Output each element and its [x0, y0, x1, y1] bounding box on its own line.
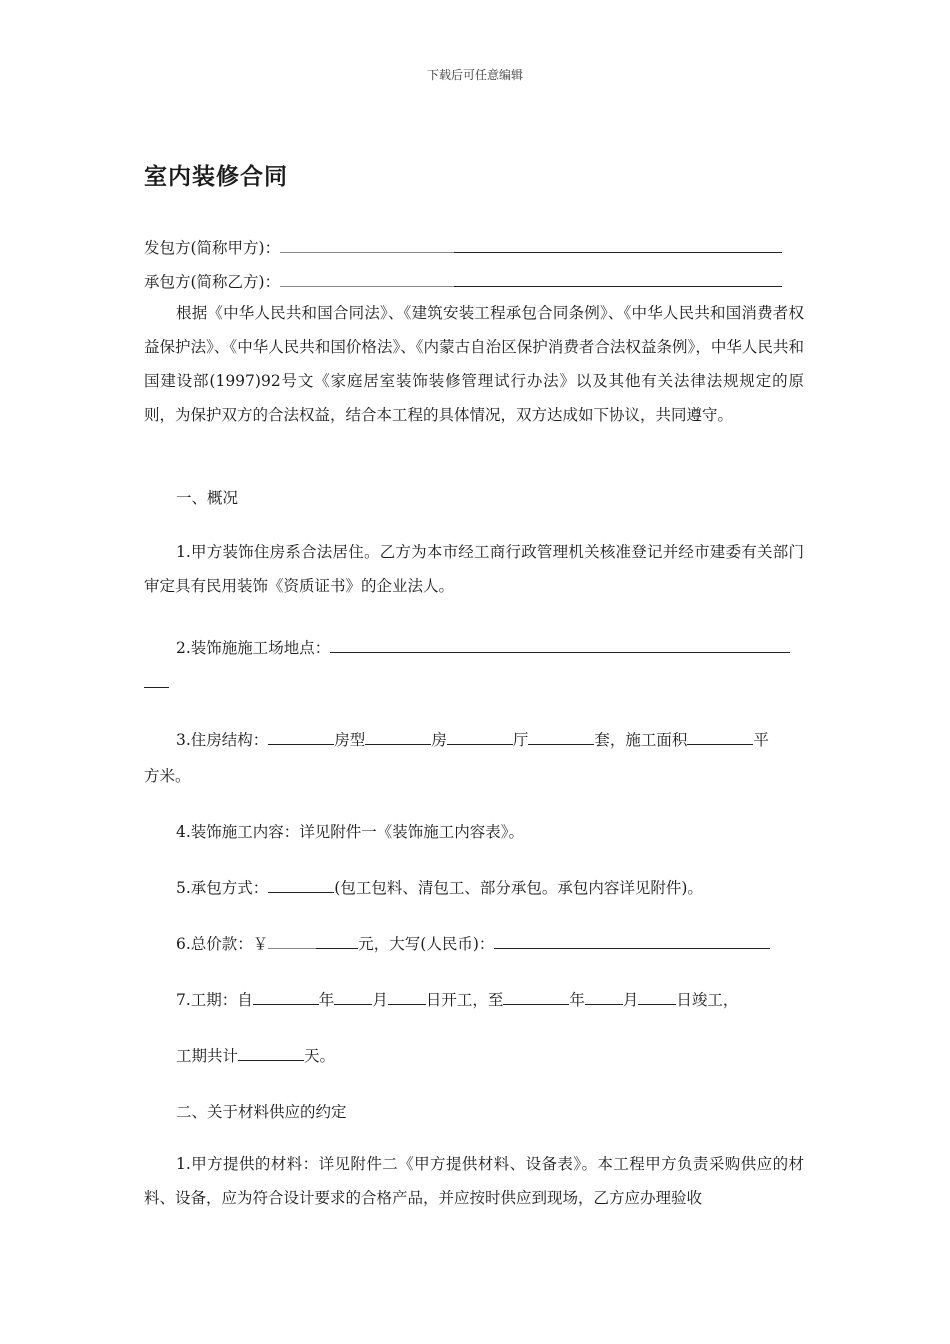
- page-title: 室内装修合同: [144, 164, 288, 190]
- end-year-blank[interactable]: [503, 992, 569, 1005]
- site-address-label: 2.装饰施施工场地点：: [176, 639, 331, 657]
- area-unit-part2: 方米。: [144, 767, 191, 785]
- section1-item3: [176, 728, 769, 750]
- sets-blank[interactable]: [528, 732, 594, 745]
- price-words-label: 元，大写(人民币)：: [358, 935, 495, 953]
- section1-item2: [176, 636, 790, 658]
- contract-mode-blank[interactable]: [268, 880, 334, 893]
- start-day-label: 日开工，至: [425, 991, 504, 1009]
- party-b-label: 承包方(简称乙方)：: [144, 273, 281, 291]
- party-a-line: [144, 236, 782, 258]
- party-a-blank-2[interactable]: [454, 251, 782, 253]
- preamble-paragraph: 根据《中华人民共和国合同法》、《建筑安装工程承包合同条例》、《中华人民共和国消费者权益保护法》、《中华人民共和国价格法》、《内蒙古自治区保护消费者合法权益条例》，中华人民共和国建设部(1997)92号文《家庭居室装饰装修管理试行办法》以及其他有关法律法规规定的原则，为保护双方的合法权益，结合本工程的具体情况，双方达成如下协议，共同遵守。: [144, 304, 804, 424]
- rooms-label: 房: [431, 731, 447, 749]
- section1-item4: 4.装饰施工内容：详见附件一《装饰施工内容表》。: [176, 823, 525, 841]
- section1-heading: 一、概况: [176, 489, 239, 507]
- area-unit-part1: 平: [753, 731, 769, 749]
- start-month-blank[interactable]: [334, 992, 372, 1005]
- contract-mode-options: (包工包料、清包工、部分承包。承包内容详见附件)。: [334, 879, 703, 897]
- header-note: 下载后可任意编辑: [426, 68, 523, 82]
- structure-label: 3.住房结构：: [176, 731, 269, 749]
- site-address-blank-continued[interactable]: [144, 687, 169, 688]
- start-year-blank[interactable]: [253, 992, 319, 1005]
- end-year-label: 年: [569, 991, 585, 1009]
- area-blank[interactable]: [687, 732, 753, 745]
- party-b-blank-1[interactable]: [280, 285, 454, 287]
- site-address-blank[interactable]: [330, 651, 790, 653]
- start-year-label: 年: [318, 991, 335, 1009]
- total-period-label: 工期共计: [176, 1047, 239, 1065]
- price-blank-2[interactable]: [316, 947, 358, 949]
- room-type-label: 房型: [334, 731, 366, 749]
- total-price-label: 6.总价款：￥: [176, 935, 269, 953]
- contract-mode-label: 5.承包方式：: [176, 879, 269, 897]
- start-month-label: 月: [372, 991, 388, 1009]
- section1-item7: [176, 988, 738, 1010]
- room-type-blank[interactable]: [268, 732, 334, 745]
- halls-blank[interactable]: [447, 732, 513, 745]
- halls-label: 厅: [512, 731, 529, 749]
- total-period-line: [176, 1044, 335, 1066]
- price-words-blank[interactable]: [494, 947, 770, 949]
- end-month-blank[interactable]: [585, 992, 623, 1005]
- total-days-blank[interactable]: [238, 1048, 304, 1061]
- party-b-blank-2[interactable]: [454, 285, 782, 287]
- total-days-unit: 天。: [304, 1047, 336, 1065]
- party-a-blank-1[interactable]: [280, 251, 454, 253]
- end-day-label: 日竣工，: [676, 991, 739, 1009]
- party-a-label: 发包方(简称甲方)：: [144, 239, 281, 257]
- area-label: 套，施工面积: [594, 731, 688, 749]
- section1-item1: 1.甲方装饰住房系合法居住。乙方为本市经工商行政管理机关核准登记并经市建委有关部门审定具有民用装饰《资质证书》的企业法人。: [144, 543, 804, 595]
- start-day-blank[interactable]: [388, 992, 426, 1005]
- end-month-label: 月: [622, 991, 639, 1009]
- rooms-blank[interactable]: [365, 732, 431, 745]
- price-blank-1[interactable]: [268, 947, 316, 949]
- section1-item6: [176, 932, 770, 954]
- party-b-line: [144, 270, 782, 292]
- section2-item1: 1.甲方提供的材料：详见附件二《甲方提供材料、设备表》。本工程甲方负责采购供应的材料、设备，应为符合设计要求的合格产品，并应按时供应到现场，乙方应办理验收: [144, 1155, 804, 1207]
- period-label: 7.工期：自: [176, 991, 253, 1009]
- section1-item5: [176, 876, 703, 898]
- end-day-blank[interactable]: [638, 992, 676, 1005]
- section2-heading: 二、关于材料供应的约定: [176, 1103, 347, 1121]
